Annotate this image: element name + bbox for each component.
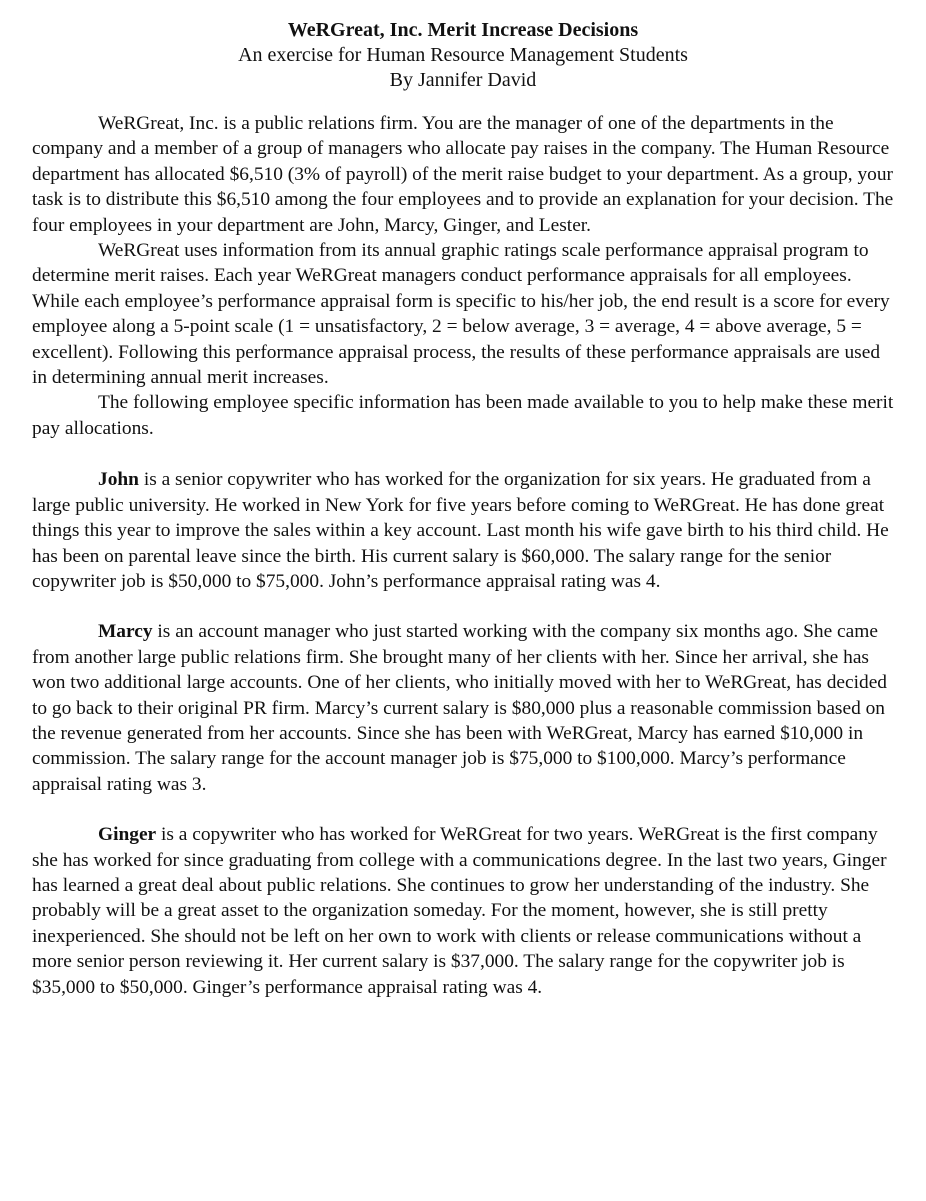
intro-section (32, 111, 894, 441)
employee-profile-ginger (32, 822, 894, 1000)
intro-paragraph: The following employee specific information has been made available to you to help make these merit pay allocations. (32, 392, 894, 439)
employee-description: is a senior copywriter who has worked for the organization for six years. He graduated from a large public university. He worked in New York for five years before coming to WeRGreat. He has done great things this year to improve the sales within a key account. Last month his wife gave birth to his third child. He has been on parental leave since the birth. His current salary is $60,000. The salary range for the senior copywriter job is $50,000 to $75,000. John’s performance appraisal rating was 4. (32, 469, 889, 592)
employee-profile-marcy (32, 619, 894, 797)
intro-paragraph: WeRGreat uses information from its annual graphic ratings scale performance appraisal program to determine merit raises. Each year WeRGreat managers conduct performance appraisals for all employees. While each employee’s performance appraisal form is specific to his/her job, the end result is a score for every employee along a 5-point scale (1 = unsatisfactory, 2 = below average, 3 = average, 4 = above average, 5 = excellent). Following this performance appraisal process, the results of these performance appraisals are used in determining annual merit increases. (32, 240, 890, 389)
employee-description: is an account manager who just started working with the company six months ago. She came from another large public relations firm. She brought many of her clients with her. Since her arrival, she has won two additional large accounts. One of her clients, who initially moved with her to WeRGreat, has decided to go back to their original PR firm. Marcy’s current salary is $80,000 plus a reasonable commission based on the revenue generated from her accounts. Since she has been with WeRGreat, Marcy has earned $10,000 in commission. The salary range for the account manager job is $75,000 to $100,000. Marcy’s performance appraisal rating was 3. (32, 621, 887, 795)
document-header (32, 18, 894, 93)
employee-profile-john (32, 467, 894, 594)
document-author: By Jannifer David (389, 69, 537, 91)
employee-name: Ginger (98, 824, 157, 846)
document-title: WeRGreat, Inc. Merit Increase Decisions (287, 19, 639, 41)
employee-name: Marcy (98, 621, 153, 643)
employee-description: is a copywriter who has worked for WeRGreat for two years. WeRGreat is the first company she has worked for since graduating from college with a communications degree. In the last two years, Ginger has learned a great deal about public relations. She continues to grow her understanding of the industry. She probably will be a great asset to the organization someday. For the moment, however, she is still pretty inexperienced. She should not be left on her own to work with clients or release communications without a more senior person reviewing it. Her current salary is $37,000. The salary range for the copywriter job is $35,000 to $50,000. Ginger’s performance appraisal rating was 4. (32, 824, 887, 998)
document-subtitle: An exercise for Human Resource Management Students (238, 44, 688, 66)
document-page (32, 18, 894, 1019)
employee-name: John (98, 469, 139, 491)
intro-paragraph: WeRGreat, Inc. is a public relations firm. You are the manager of one of the departments in the company and a member of a group of managers who allocate pay raises in the company. The Human Resource department has allocated $6,510 (3% of payroll) of the merit raise budget to your department. As a group, your task is to distribute this $6,510 among the four employees and to provide an explanation for your decision. The four employees in your department are John, Marcy, Ginger, and Lester. (32, 113, 894, 236)
